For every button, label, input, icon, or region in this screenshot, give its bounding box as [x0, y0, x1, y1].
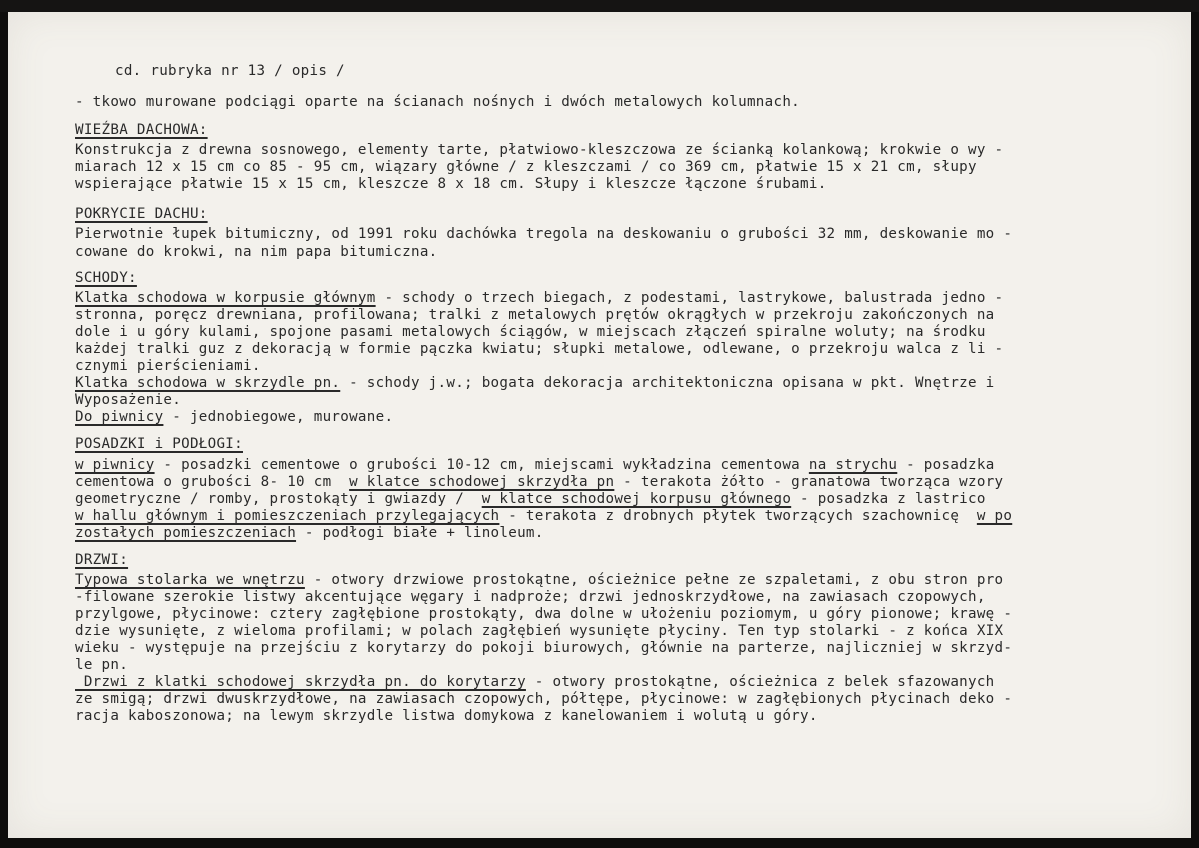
underlined-phrase: w klatce schodowej korpusu głównego — [481, 491, 792, 507]
text-line: miarach 12 x 15 cm co 85 - 95 cm, wiązary główne / z kleszczami / co 369 cm, płatwie 15 x 21 cm, słupy — [75, 159, 977, 175]
text-line — [75, 375, 995, 391]
underlined-phrase: w po — [976, 508, 1013, 524]
text-line: Pierwotnie łupek bitumiczny, od 1991 roku dachówka tregola na deskowaniu o grubości 32 mm, deskowanie mo - — [75, 226, 1013, 242]
line-text: - otwory prostokątne, ościeżnica z belek sfazowanych — [525, 674, 995, 690]
section-heading-wiezba: WIEŹBA DACHOWA: — [75, 122, 208, 138]
text-line: cowane do krokwi, na nim papa bitumiczna. — [75, 244, 438, 260]
text-line: Konstrukcja z drewna sosnowego, elementy tarte, płatwiowo-kleszczowa ze ścianką kolankową; krokwie o wy - — [75, 142, 1004, 158]
underlined-phrase: Drzwi z klatki schodowej skrzydła pn. do korytarzy — [75, 674, 526, 690]
text-line — [75, 409, 393, 425]
text-line: racja kaboszonowa; na lewym skrzydle listwa domykowa z kanelowaniem i wolutą u góry. — [75, 708, 818, 724]
line-text: cementowa o grubości 8- 10 cm — [75, 474, 350, 490]
text-line: ze smigą; drzwi dwuskrzydłowe, na zawiasach czopowych, półtępe, płycinowe: w zagłębionych płycinach deko - — [75, 691, 1013, 707]
section-heading-pokrycie: POKRYCIE DACHU: — [75, 206, 208, 222]
underlined-phrase: zostałych pomieszczeniach — [75, 525, 297, 541]
scan-top-edge — [0, 0, 1199, 12]
underlined-phrase: w piwnicy — [75, 457, 155, 473]
text-line: Wyposażenie. — [75, 392, 182, 408]
text-line — [75, 508, 1012, 524]
text-line: każdej tralki guz z dekoracją w formie pączka kwiatu; słupki metalowe, odlewane, o przekroju walca z li - — [75, 341, 1004, 357]
text-line — [75, 491, 986, 507]
line-text: - schody j.w.; bogata dekoracja architektoniczna opisana w pkt. Wnętrze i — [340, 375, 995, 391]
line-text: - podłogi białe + linoleum. — [296, 525, 544, 541]
text-line: dzie wysunięte, z wieloma profilami; w polach zagłębień wysunięte płyciny. Ten typ stolarki - z końca XIX — [75, 623, 1004, 639]
section-heading-posadzki: POSADZKI i PODŁOGI: — [75, 436, 243, 452]
line-text: - terakota z drobnych płytek tworzących szachownicę — [499, 508, 977, 524]
underlined-phrase: Typowa stolarka we wnętrzu — [75, 572, 305, 588]
text-line: dole i u góry kulami, spojone pasami metalowych ściągów, w miejscach złączeń spiralne woluty; na środku — [75, 324, 986, 340]
section-heading-drzwi: DRZWI: — [75, 552, 129, 568]
line-text: - schody o trzech biegach, z podestami, lastrykowe, balustrada jedno - — [375, 290, 1004, 306]
line-text: - posadzki cementowe o grubości 10-12 cm, miejscami wykładzina cementowa — [154, 457, 809, 473]
line-text: - posadzka z lastrico — [791, 491, 986, 507]
section-heading-schody: SCHODY: — [75, 270, 137, 286]
text-line: - tkowo murowane podciągi oparte na ścianach nośnych i dwóch metalowych kolumnach. — [75, 94, 801, 110]
text-line — [75, 457, 995, 473]
line-text: - posadzka — [897, 457, 995, 473]
page-header: cd. rubryka nr 13 / opis / — [115, 63, 345, 79]
underlined-phrase: na strychu — [808, 457, 898, 473]
text-line: cznymi pierścieniami. — [75, 358, 261, 374]
line-text: - terakota żółto - granatowa tworząca wzory — [614, 474, 1004, 490]
underlined-phrase: Klatka schodowa w korpusie głównym — [75, 290, 376, 306]
line-text: - otwory drzwiowe prostokątne, ościeżnice pełne ze szpaletami, z obu stron pro — [304, 572, 1004, 588]
line-text: geometryczne / romby, prostokąty i gwiazdy / — [75, 491, 482, 507]
line-text: - jednobiegowe, murowane. — [163, 409, 394, 425]
underlined-phrase: w hallu głównym i pomieszczeniach przylegających — [75, 508, 500, 524]
underlined-phrase: Do piwnicy — [75, 409, 164, 425]
text-line: stronna, poręcz drewniana, profilowana; tralki z metalowych prętów okrągłych w przekroju zakończonych na — [75, 307, 995, 323]
text-line — [75, 674, 995, 690]
text-line — [75, 572, 1003, 588]
text-line — [75, 290, 1003, 306]
underlined-phrase: w klatce schodowej skrzydła pn — [349, 474, 615, 490]
text-line — [75, 474, 1003, 490]
text-line: przylgowe, płycinowe: cztery zagłębione prostokąty, dwa dolne w ułożeniu poziomym, u góry pionowe; krawę - — [75, 606, 1013, 622]
text-line — [75, 525, 544, 541]
text-line: wspierające płatwie 15 x 15 cm, kleszcze 8 x 18 cm. Słupy i kleszcze łączone śrubami. — [75, 176, 827, 192]
text-line: -filowane szerokie listwy akcentujące węgary i nadproże; drzwi jednoskrzydłowe, na zawiasach czopowych, — [75, 589, 986, 605]
underlined-phrase: Klatka schodowa w skrzydle pn. — [75, 375, 341, 391]
text-line: le pn. — [75, 657, 129, 673]
document-page — [8, 12, 1191, 838]
text-line: wieku - występuje na przejściu z korytarzy do pokoji biurowych, głównie na parterze, najliczniej w skrzyd- — [75, 640, 1013, 656]
